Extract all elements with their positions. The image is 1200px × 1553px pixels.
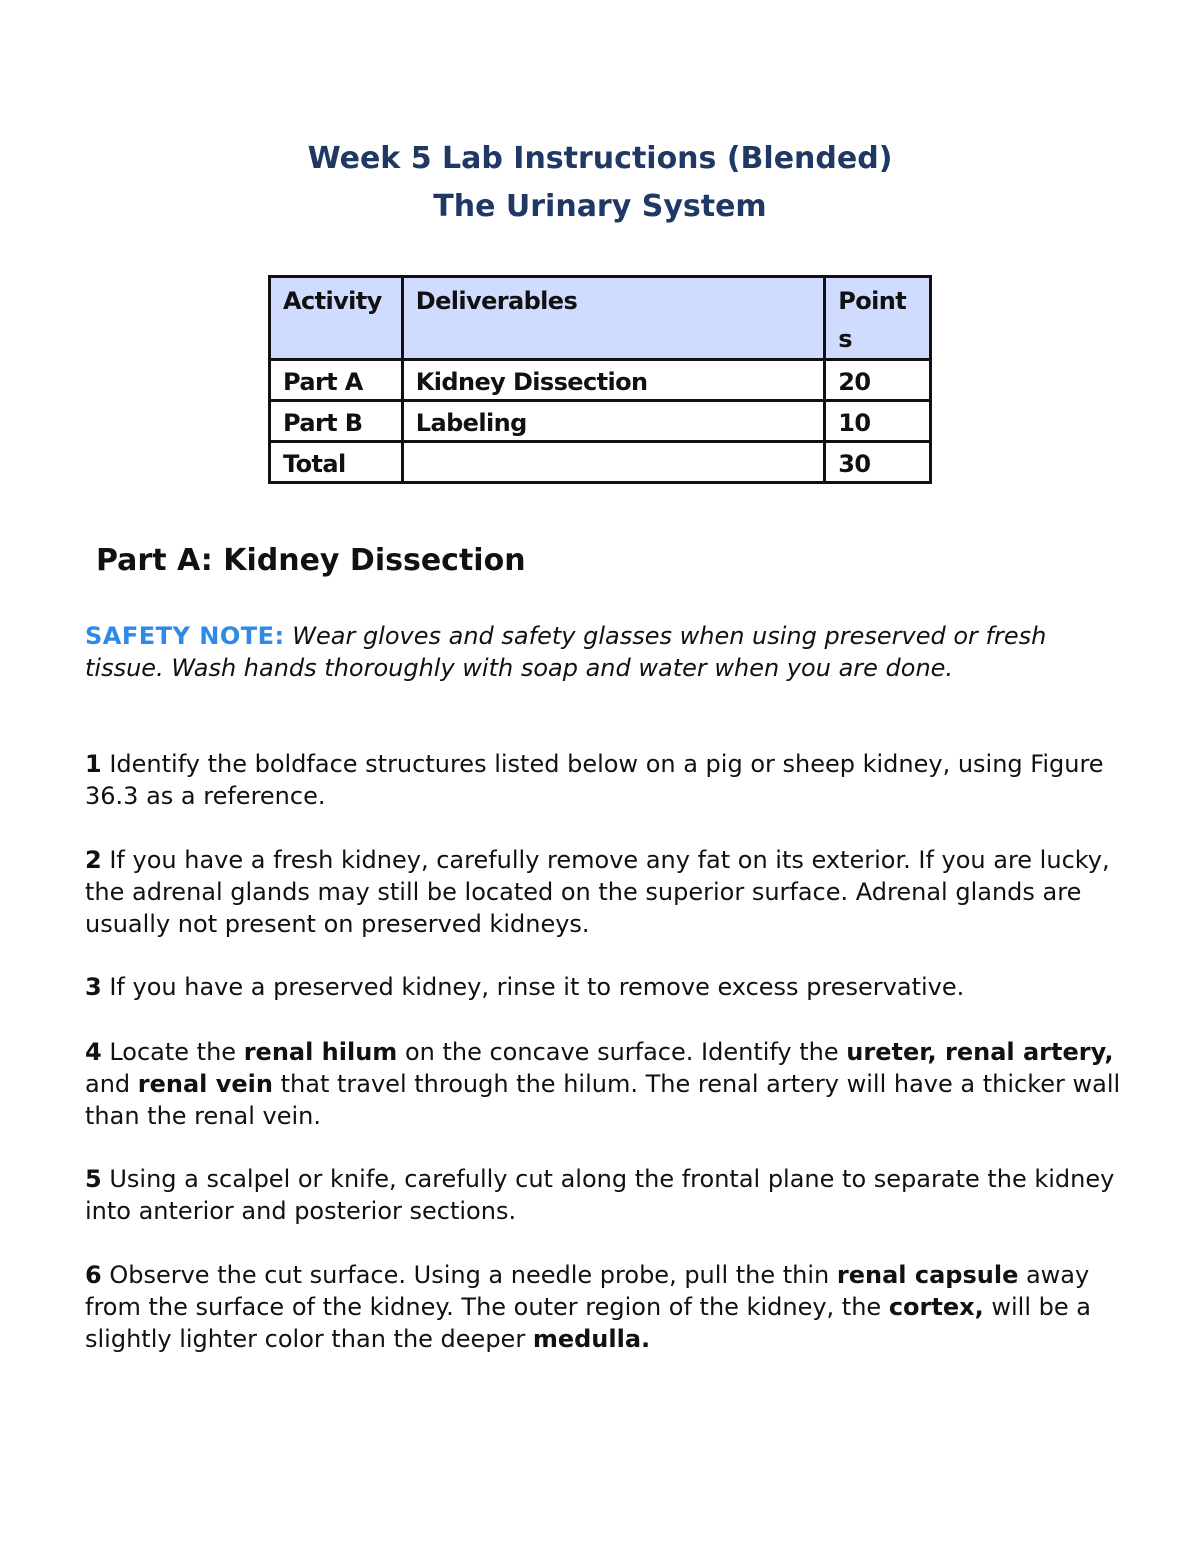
table-cell-activity: Total xyxy=(270,442,403,483)
step-1 xyxy=(85,748,1125,812)
step-text: away from the surface of the kidney. The outer region of the kidney, the xyxy=(85,1261,1090,1321)
section-heading-part-a: Part A: Kidney Dissection xyxy=(96,543,526,578)
term-renal-vein: renal vein xyxy=(137,1070,273,1098)
step-number: 1 xyxy=(85,750,102,778)
table-row xyxy=(270,360,931,401)
term-cortex: cortex, xyxy=(888,1293,984,1321)
term-medulla: medulla. xyxy=(532,1325,651,1353)
step-number: 4 xyxy=(85,1038,102,1066)
step-text: If you have a fresh kidney, carefully remove any fat on its exterior. If you are lucky, the adrenal glands may still be located on the superior surface. Adrenal glands are usually not present on preserved kidneys. xyxy=(85,846,1110,938)
step-number: 6 xyxy=(85,1261,102,1289)
step-text: Observe the cut surface. Using a needle probe, pull the thin xyxy=(109,1261,837,1289)
table-row-total xyxy=(270,442,931,483)
step-text: that travel through the hilum. The renal artery will have a thicker wall than the renal vein. xyxy=(85,1070,1121,1130)
step-3 xyxy=(85,971,1125,1003)
table-cell-activity: Part B xyxy=(270,401,403,442)
step-text: and xyxy=(85,1070,138,1098)
column-header-points: Points xyxy=(825,277,931,360)
table-cell-deliverables: Labeling xyxy=(402,401,824,442)
deliverables-table xyxy=(268,275,932,484)
column-header-activity: Activity xyxy=(270,277,403,360)
step-text: Identify the boldface structures listed below on a pig or sheep kidney, using Figure 36.3 as a reference. xyxy=(85,750,1104,810)
term-renal-hilum: renal hilum xyxy=(243,1038,398,1066)
step-2 xyxy=(85,844,1125,940)
step-text: If you have a preserved kidney, rinse it to remove excess preservative. xyxy=(109,973,965,1001)
step-5 xyxy=(85,1163,1125,1227)
table-cell-activity: Part A xyxy=(270,360,403,401)
table-cell-points: 10 xyxy=(825,401,931,442)
step-text: Locate the xyxy=(109,1038,244,1066)
step-6 xyxy=(85,1259,1125,1355)
step-number: 5 xyxy=(85,1165,102,1193)
step-text: Using a scalpel or knife, carefully cut along the frontal plane to separate the kidney into anterior and posterior sections. xyxy=(85,1165,1115,1225)
column-header-deliverables: Deliverables xyxy=(402,277,824,360)
safety-note-text: Wear gloves and safety glasses when using preserved or fresh tissue. Wash hands thoroughly with soap and water when you are done. xyxy=(85,622,1047,682)
document-subtitle: The Urinary System xyxy=(433,189,767,224)
step-4 xyxy=(85,1036,1125,1132)
step-text: on the concave surface. Identify the xyxy=(397,1038,847,1066)
safety-note-label: SAFETY NOTE: xyxy=(85,622,285,650)
table-cell-points: 20 xyxy=(825,360,931,401)
term-ureter-renal-artery: ureter, renal artery, xyxy=(846,1038,1114,1066)
step-number: 3 xyxy=(85,973,102,1001)
document-title: Week 5 Lab Instructions (Blended) xyxy=(307,141,893,176)
term-renal-capsule: renal capsule xyxy=(836,1261,1019,1289)
step-number: 2 xyxy=(85,846,102,874)
table-row xyxy=(270,401,931,442)
table-header-row xyxy=(270,277,931,360)
safety-note xyxy=(85,620,1125,684)
table-cell-deliverables: Kidney Dissection xyxy=(402,360,824,401)
table-cell-deliverables xyxy=(402,442,824,483)
step-text: will be a slightly lighter color than the deeper xyxy=(85,1293,1091,1353)
table-cell-points: 30 xyxy=(825,442,931,483)
